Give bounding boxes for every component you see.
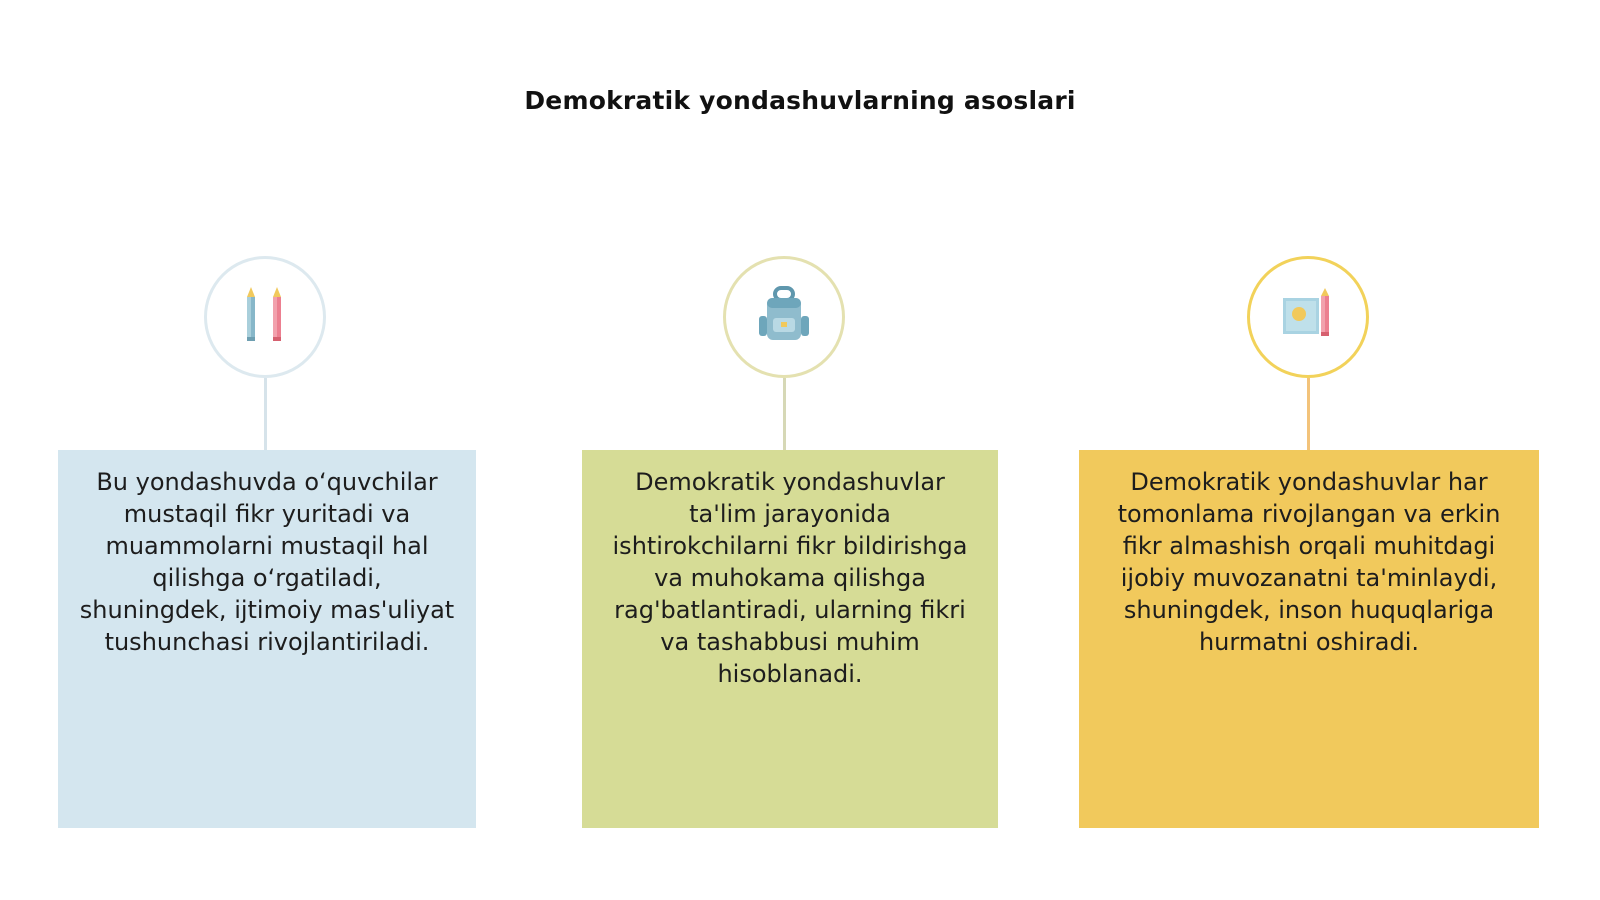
drawing-board-icon	[1277, 284, 1339, 350]
icon-circle-3	[1247, 256, 1369, 378]
card-1-text: Bu yondashuvda o‘quvchilar mustaqil fikr yuritadi va muammolarni mustaqil hal qilishga o‘rgatiladi, shuningdek, ijtimoiy mas'uliyat tushunchasi rivojlantiriladi.	[79, 468, 455, 656]
card-3	[1079, 450, 1539, 828]
connector-line-1	[264, 378, 267, 450]
backpack-icon	[753, 284, 815, 350]
page-title: Demokratik yondashuvlarning asoslari	[524, 86, 1076, 115]
card-2-text: Demokratik yondashuvlar ta'lim jarayonida ishtirokchilarni fikr bildirishga va muhokama qilishga rag'batlantiradi, ularning fikri va tashabbusi muhim hisoblanadi.	[612, 468, 968, 688]
connector-line-3	[1307, 378, 1310, 450]
card-2	[582, 450, 998, 828]
connector-line-2	[783, 378, 786, 450]
card-3-text: Demokratik yondashuvlar har tomonlama rivojlangan va erkin fikr almashish orqali muhitdagi ijobiy muvozanatni ta'minlaydi, shuningdek, inson huquqlariga hurmatni oshiradi.	[1117, 468, 1501, 656]
card-1	[58, 450, 476, 828]
pencils-icon	[237, 283, 293, 351]
icon-circle-2	[723, 256, 845, 378]
icon-circle-1	[204, 256, 326, 378]
